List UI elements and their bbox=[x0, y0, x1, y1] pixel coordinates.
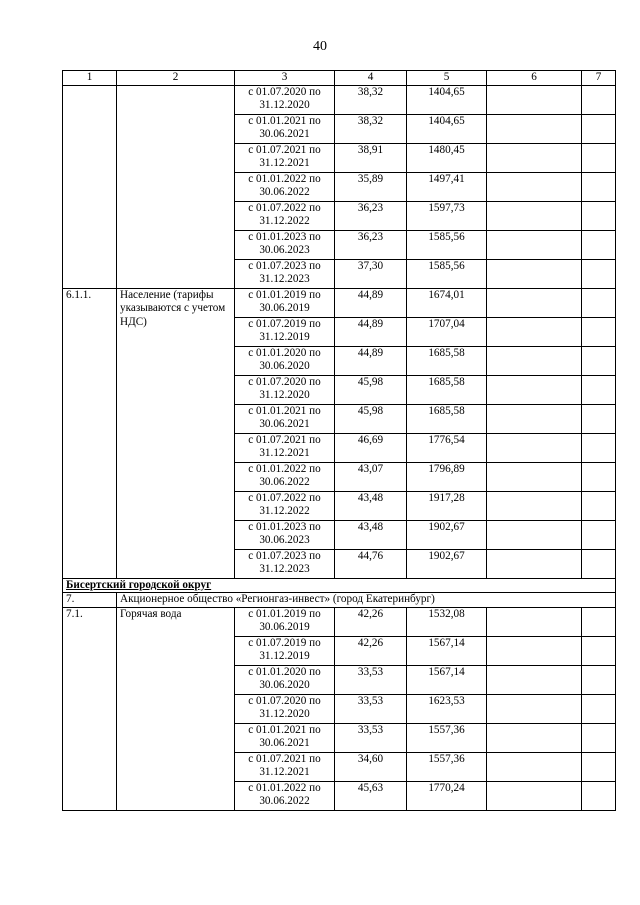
empty-cell-6 bbox=[487, 201, 582, 230]
value-cell-5: 1497,41 bbox=[407, 172, 487, 201]
period-end: 31.12.2022 bbox=[259, 505, 310, 517]
period-end: 31.12.2022 bbox=[259, 215, 310, 227]
empty-cell-7 bbox=[582, 694, 616, 723]
empty-cell-6 bbox=[487, 114, 582, 143]
empty-cell-7 bbox=[582, 404, 616, 433]
period-cell bbox=[235, 694, 335, 723]
value-cell-5: 1917,28 bbox=[407, 491, 487, 520]
empty-cell-6 bbox=[487, 462, 582, 491]
empty-cell-6 bbox=[487, 636, 582, 665]
table-row bbox=[63, 607, 616, 636]
period-end: 31.12.2023 bbox=[259, 273, 310, 285]
period-start: с 01.07.2020 по bbox=[248, 85, 321, 98]
value-cell-4: 38,91 bbox=[335, 143, 407, 172]
period-end: 30.06.2019 bbox=[259, 621, 310, 633]
period-start: с 01.01.2020 по bbox=[248, 346, 321, 359]
value-cell-5: 1532,08 bbox=[407, 607, 487, 636]
period-cell bbox=[235, 607, 335, 636]
period-cell bbox=[235, 636, 335, 665]
item-name-cell bbox=[117, 85, 235, 288]
period-cell bbox=[235, 462, 335, 491]
organization-name: Акционерное общество «Регионгаз-инвест» (город Екатеринбург) bbox=[117, 593, 616, 608]
period-cell bbox=[235, 665, 335, 694]
value-cell-4: 33,53 bbox=[335, 694, 407, 723]
value-cell-4: 44,76 bbox=[335, 549, 407, 578]
empty-cell-7 bbox=[582, 172, 616, 201]
period-end: 31.12.2020 bbox=[259, 708, 310, 720]
period-start: с 01.07.2023 по bbox=[248, 549, 321, 562]
tariff-table bbox=[62, 70, 616, 811]
period-cell bbox=[235, 201, 335, 230]
period-end: 30.06.2021 bbox=[259, 418, 310, 430]
period-start: с 01.01.2022 по bbox=[248, 781, 321, 794]
empty-cell-7 bbox=[582, 433, 616, 462]
value-cell-5: 1480,45 bbox=[407, 143, 487, 172]
period-cell bbox=[235, 375, 335, 404]
period-end: 30.06.2020 bbox=[259, 360, 310, 372]
header-cell-4: 4 bbox=[335, 71, 407, 86]
empty-cell-7 bbox=[582, 491, 616, 520]
empty-cell-7 bbox=[582, 752, 616, 781]
value-cell-5: 1567,14 bbox=[407, 636, 487, 665]
item-number-cell: 6.1.1. bbox=[63, 288, 117, 578]
period-end: 30.06.2023 bbox=[259, 244, 310, 256]
period-end: 31.12.2020 bbox=[259, 99, 310, 111]
item-number-cell: 7.1. bbox=[63, 607, 117, 810]
value-cell-4: 36,23 bbox=[335, 230, 407, 259]
period-start: с 01.07.2020 по bbox=[248, 694, 321, 707]
empty-cell-7 bbox=[582, 259, 616, 288]
period-end: 31.12.2019 bbox=[259, 331, 310, 343]
value-cell-4: 42,26 bbox=[335, 607, 407, 636]
value-cell-4: 36,23 bbox=[335, 201, 407, 230]
empty-cell-6 bbox=[487, 723, 582, 752]
empty-cell-7 bbox=[582, 607, 616, 636]
value-cell-5: 1776,54 bbox=[407, 433, 487, 462]
value-cell-5: 1597,73 bbox=[407, 201, 487, 230]
value-cell-4: 45,98 bbox=[335, 404, 407, 433]
empty-cell-7 bbox=[582, 549, 616, 578]
period-start: с 01.07.2021 по bbox=[248, 433, 321, 446]
empty-cell-7 bbox=[582, 375, 616, 404]
period-cell bbox=[235, 723, 335, 752]
page-number: 40 bbox=[313, 39, 327, 54]
period-cell bbox=[235, 317, 335, 346]
empty-cell-6 bbox=[487, 346, 582, 375]
period-cell bbox=[235, 114, 335, 143]
value-cell-5: 1685,58 bbox=[407, 404, 487, 433]
value-cell-5: 1707,04 bbox=[407, 317, 487, 346]
period-end: 30.06.2022 bbox=[259, 476, 310, 488]
empty-cell-6 bbox=[487, 752, 582, 781]
empty-cell-7 bbox=[582, 462, 616, 491]
empty-cell-6 bbox=[487, 607, 582, 636]
value-cell-5: 1404,65 bbox=[407, 85, 487, 114]
value-cell-5: 1796,89 bbox=[407, 462, 487, 491]
empty-cell-6 bbox=[487, 259, 582, 288]
period-end: 30.06.2020 bbox=[259, 679, 310, 691]
period-start: с 01.01.2019 по bbox=[248, 607, 321, 620]
period-start: с 01.01.2023 по bbox=[248, 230, 321, 243]
empty-cell-6 bbox=[487, 781, 582, 810]
period-cell bbox=[235, 259, 335, 288]
period-start: с 01.01.2023 по bbox=[248, 520, 321, 533]
period-start: с 01.07.2022 по bbox=[248, 491, 321, 504]
value-cell-5: 1404,65 bbox=[407, 114, 487, 143]
period-end: 30.06.2021 bbox=[259, 737, 310, 749]
empty-cell-6 bbox=[487, 491, 582, 520]
organization-row bbox=[63, 593, 616, 608]
period-cell bbox=[235, 230, 335, 259]
period-start: с 01.07.2020 по bbox=[248, 375, 321, 388]
empty-cell-7 bbox=[582, 781, 616, 810]
period-cell bbox=[235, 520, 335, 549]
period-start: с 01.01.2022 по bbox=[248, 172, 321, 185]
period-start: с 01.07.2021 по bbox=[248, 752, 321, 765]
period-start: с 01.07.2021 по bbox=[248, 143, 321, 156]
period-start: с 01.01.2022 по bbox=[248, 462, 321, 475]
period-start: с 01.07.2023 по bbox=[248, 259, 321, 272]
section-title: Бисертский городской округ bbox=[66, 578, 212, 591]
value-cell-4: 35,89 bbox=[335, 172, 407, 201]
value-cell-4: 46,69 bbox=[335, 433, 407, 462]
value-cell-4: 38,32 bbox=[335, 85, 407, 114]
value-cell-4: 34,60 bbox=[335, 752, 407, 781]
period-cell bbox=[235, 143, 335, 172]
empty-cell-6 bbox=[487, 404, 582, 433]
period-cell bbox=[235, 172, 335, 201]
empty-cell-7 bbox=[582, 143, 616, 172]
item-name-cell: Горячая вода bbox=[117, 607, 235, 810]
empty-cell-6 bbox=[487, 549, 582, 578]
table-body bbox=[63, 71, 616, 811]
period-cell bbox=[235, 346, 335, 375]
period-cell bbox=[235, 433, 335, 462]
value-cell-4: 43,48 bbox=[335, 520, 407, 549]
header-cell-7: 7 bbox=[582, 71, 616, 86]
value-cell-4: 44,89 bbox=[335, 288, 407, 317]
header-cell-3: 3 bbox=[235, 71, 335, 86]
empty-cell-7 bbox=[582, 288, 616, 317]
header-row bbox=[63, 71, 616, 86]
value-cell-5: 1557,36 bbox=[407, 752, 487, 781]
period-cell bbox=[235, 781, 335, 810]
empty-cell-6 bbox=[487, 694, 582, 723]
table-row bbox=[63, 288, 616, 317]
value-cell-4: 43,48 bbox=[335, 491, 407, 520]
empty-cell-6 bbox=[487, 85, 582, 114]
empty-cell-6 bbox=[487, 375, 582, 404]
item-name-cell: Население (тарифы указываются с учетом НДС) bbox=[117, 288, 235, 578]
period-start: с 01.01.2020 по bbox=[248, 665, 321, 678]
value-cell-5: 1902,67 bbox=[407, 549, 487, 578]
empty-cell-7 bbox=[582, 665, 616, 694]
empty-cell-6 bbox=[487, 433, 582, 462]
value-cell-4: 38,32 bbox=[335, 114, 407, 143]
period-end: 30.06.2022 bbox=[259, 795, 310, 807]
empty-cell-6 bbox=[487, 172, 582, 201]
period-end: 31.12.2021 bbox=[259, 447, 310, 459]
section-row bbox=[63, 578, 616, 593]
empty-cell-7 bbox=[582, 317, 616, 346]
period-end: 31.12.2023 bbox=[259, 563, 310, 575]
value-cell-4: 42,26 bbox=[335, 636, 407, 665]
empty-cell-7 bbox=[582, 201, 616, 230]
value-cell-5: 1585,56 bbox=[407, 230, 487, 259]
period-start: с 01.01.2021 по bbox=[248, 114, 321, 127]
empty-cell-6 bbox=[487, 143, 582, 172]
period-end: 31.12.2021 bbox=[259, 157, 310, 169]
empty-cell-7 bbox=[582, 230, 616, 259]
empty-cell-6 bbox=[487, 317, 582, 346]
empty-cell-6 bbox=[487, 665, 582, 694]
value-cell-5: 1674,01 bbox=[407, 288, 487, 317]
header-cell-2: 2 bbox=[117, 71, 235, 86]
value-cell-5: 1557,36 bbox=[407, 723, 487, 752]
value-cell-5: 1585,56 bbox=[407, 259, 487, 288]
period-start: с 01.01.2021 по bbox=[248, 404, 321, 417]
period-end: 30.06.2019 bbox=[259, 302, 310, 314]
period-cell bbox=[235, 288, 335, 317]
value-cell-5: 1685,58 bbox=[407, 375, 487, 404]
empty-cell-7 bbox=[582, 114, 616, 143]
section-cell bbox=[63, 578, 616, 593]
period-start: с 01.07.2019 по bbox=[248, 636, 321, 649]
empty-cell-6 bbox=[487, 520, 582, 549]
period-start: с 01.07.2019 по bbox=[248, 317, 321, 330]
table-row bbox=[63, 85, 616, 114]
value-cell-4: 43,07 bbox=[335, 462, 407, 491]
empty-cell-7 bbox=[582, 85, 616, 114]
period-end: 30.06.2021 bbox=[259, 128, 310, 140]
period-end: 31.12.2019 bbox=[259, 650, 310, 662]
period-cell bbox=[235, 752, 335, 781]
empty-cell-7 bbox=[582, 346, 616, 375]
period-cell bbox=[235, 85, 335, 114]
period-end: 31.12.2020 bbox=[259, 389, 310, 401]
period-end: 30.06.2022 bbox=[259, 186, 310, 198]
period-start: с 01.01.2021 по bbox=[248, 723, 321, 736]
period-cell bbox=[235, 549, 335, 578]
value-cell-5: 1770,24 bbox=[407, 781, 487, 810]
organization-number: 7. bbox=[63, 593, 117, 608]
empty-cell-7 bbox=[582, 520, 616, 549]
value-cell-4: 44,89 bbox=[335, 346, 407, 375]
header-cell-6: 6 bbox=[487, 71, 582, 86]
header-cell-1: 1 bbox=[63, 71, 117, 86]
empty-cell-7 bbox=[582, 636, 616, 665]
empty-cell-6 bbox=[487, 230, 582, 259]
period-start: с 01.01.2019 по bbox=[248, 288, 321, 301]
value-cell-4: 45,98 bbox=[335, 375, 407, 404]
empty-cell-6 bbox=[487, 288, 582, 317]
period-start: с 01.07.2022 по bbox=[248, 201, 321, 214]
value-cell-4: 33,53 bbox=[335, 723, 407, 752]
period-end: 31.12.2021 bbox=[259, 766, 310, 778]
empty-cell-7 bbox=[582, 723, 616, 752]
value-cell-5: 1567,14 bbox=[407, 665, 487, 694]
header-cell-5: 5 bbox=[407, 71, 487, 86]
value-cell-4: 45,63 bbox=[335, 781, 407, 810]
item-number-cell bbox=[63, 85, 117, 288]
period-cell bbox=[235, 404, 335, 433]
value-cell-4: 44,89 bbox=[335, 317, 407, 346]
period-cell bbox=[235, 491, 335, 520]
period-end: 30.06.2023 bbox=[259, 534, 310, 546]
value-cell-4: 37,30 bbox=[335, 259, 407, 288]
value-cell-5: 1685,58 bbox=[407, 346, 487, 375]
value-cell-4: 33,53 bbox=[335, 665, 407, 694]
value-cell-5: 1623,53 bbox=[407, 694, 487, 723]
value-cell-5: 1902,67 bbox=[407, 520, 487, 549]
